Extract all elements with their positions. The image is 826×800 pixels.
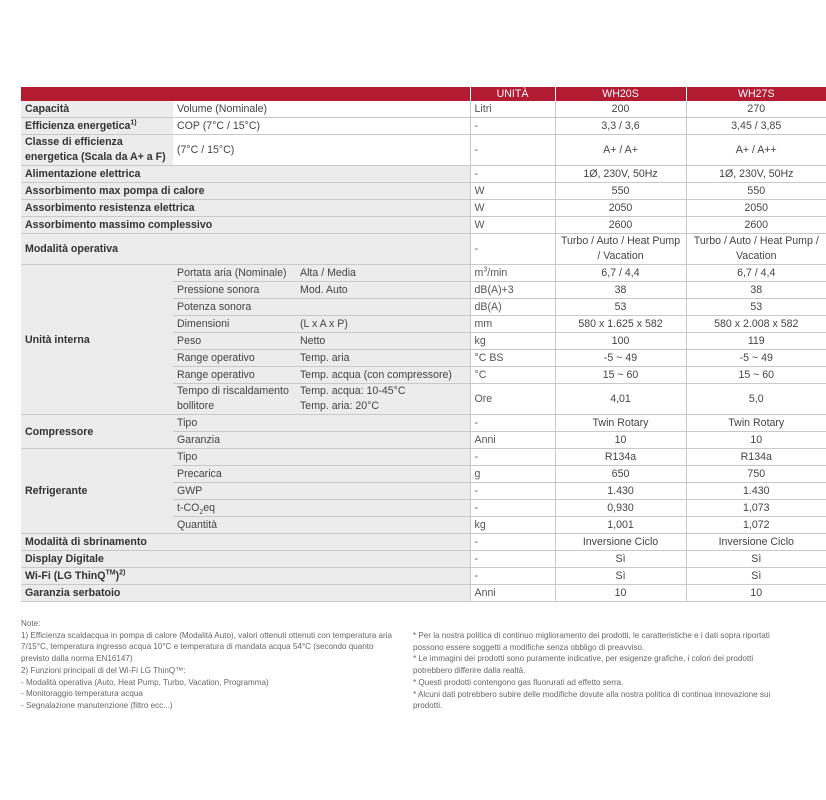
row-label: Tipo [173,449,470,466]
row-label: Classe di efficienza energetica (Scala da A+ a F) [21,135,173,166]
value-wh27s: 550 [686,183,826,200]
row-label [173,500,470,517]
row-label: Garanzia serbatoio [21,585,470,602]
table-row [21,183,826,200]
row-unit: - [470,500,555,517]
spec-table [21,87,826,602]
row-label: Potenza sonora [173,299,296,316]
table-row [21,101,826,118]
row-unit: g [470,466,555,483]
row-unit: - [470,449,555,466]
row-condition: (L x A x P) [296,316,470,333]
row-unit: - [470,135,555,166]
value-wh20s: Sì [555,551,686,568]
row-label: Quantità [173,517,470,534]
row-condition: Alta / Media [296,265,470,282]
condition-line: Temp. aria: 20°C [300,400,380,412]
value-wh20s: Inversione Ciclo [555,534,686,551]
condition-line: Temp. acqua: 10-45°C [300,385,406,397]
value-wh27s: Inversione Ciclo [686,534,826,551]
row-label: Assorbimento massimo complessivo [21,217,470,234]
row-label: Garanzia [173,432,470,449]
value-wh20s: 10 [555,585,686,602]
value-wh20s: 3,3 / 3,6 [555,118,686,135]
trademark-sup: TM [105,569,116,577]
note-line: Note: [21,619,41,628]
value-wh20s: 1Ø, 230V, 50Hz [555,166,686,183]
row-label: Range operativo [173,367,296,384]
label-text-rest: eq [203,502,216,514]
value-wh27s: 10 [686,585,826,602]
value-wh20s: 53 [555,299,686,316]
value-wh27s: 3,45 / 3,85 [686,118,826,135]
row-param: COP (7°C / 15°C) [173,118,470,135]
value-wh20s: 10 [555,432,686,449]
row-label: Alimentazione elettrica [21,166,470,183]
row-condition [296,384,470,415]
row-label: Precarica [173,466,470,483]
row-unit: Anni [470,585,555,602]
row-condition [296,299,470,316]
value-wh27s: Sì [686,551,826,568]
row-label: Portata aria (Nominale) [173,265,296,282]
row-unit: Litri [470,101,555,118]
row-unit: Ore [470,384,555,415]
table-row [21,200,826,217]
row-unit: - [470,551,555,568]
table-row [21,118,826,135]
group-label-refrigerant: Refrigerante [21,449,173,534]
note-line: 1) Efficienza scaldacqua in pompa di calore (Modalità Auto), valori ottenuti ottenuti con temperatura aria 7/15°C, temperatura ingresso acqua 10°C e temperatura di mandata acqua 54°C (secondo quanto previsto dalla norma EN16147) [21,630,393,664]
note-line: * Questi prodotti contengono gas fluorurati ad effetto serra. [413,677,624,687]
notes-right [413,630,788,712]
value-wh27s: 53 [686,299,826,316]
value-wh27s: 10 [686,432,826,449]
row-label: Capacità [21,101,173,118]
row-unit: - [470,234,555,265]
value-wh20s: R134a [555,449,686,466]
row-label: Assorbimento max pompa di calore [21,183,470,200]
note-line: - Segnalazione manutenzione (filtro ecc...) [21,700,173,710]
unit-text-rest: /min [487,267,508,279]
value-wh27s: 2050 [686,200,826,217]
row-label: Tempo di riscaldamento bollitore [173,384,296,415]
note-line: * Le immagini dei prodotti sono puramente indicative, per esigenze grafiche, i colori dei prodotti potrebbero differire dalla realtà. [413,654,754,676]
table-row [21,534,826,551]
notes-left [21,618,401,712]
footnote-ref: 1) [130,119,137,127]
value-wh20s: 550 [555,183,686,200]
value-wh20s: Turbo / Auto / Heat Pump / Vacation [555,234,686,265]
row-unit: W [470,200,555,217]
header-blank [21,87,470,101]
row-unit: kg [470,333,555,350]
row-label [21,568,470,585]
value-wh20s: 2600 [555,217,686,234]
row-label: GWP [173,483,470,500]
row-unit: - [470,166,555,183]
row-unit: - [470,118,555,135]
table-header-row [21,87,826,101]
row-param: Volume (Nominale) [173,101,470,118]
header-model-a: WH20S [555,87,686,101]
row-unit: W [470,183,555,200]
value-wh20s: 15 ~ 60 [555,367,686,384]
value-wh20s: 200 [555,101,686,118]
header-model-b: WH27S [686,87,826,101]
table-row [21,585,826,602]
row-label: Range operativo [173,350,296,367]
value-wh27s: 1,073 [686,500,826,517]
row-label: Tipo [173,415,470,432]
value-wh27s: Sì [686,568,826,585]
row-unit: mm [470,316,555,333]
value-wh20s: Twin Rotary [555,415,686,432]
label-sub: 2 [199,509,204,517]
row-unit [470,265,555,282]
value-wh27s: 2600 [686,217,826,234]
value-wh20s: 1,001 [555,517,686,534]
row-unit: kg [470,517,555,534]
row-label: Modalità operativa [21,234,470,265]
value-wh27s: -5 ~ 49 [686,350,826,367]
value-wh20s: Sì [555,568,686,585]
row-unit: - [470,568,555,585]
row-label: Peso [173,333,296,350]
value-wh27s: 270 [686,101,826,118]
row-unit: dB(A) [470,299,555,316]
value-wh27s: 5,0 [686,384,826,415]
value-wh27s: 6,7 / 4,4 [686,265,826,282]
row-condition: Temp. acqua (con compressore) [296,367,470,384]
value-wh20s: 0,930 [555,500,686,517]
row-condition: Mod. Auto [296,282,470,299]
row-label: Modalità di sbrinamento [21,534,470,551]
row-unit: - [470,483,555,500]
value-wh27s: 580 x 2.008 x 582 [686,316,826,333]
value-wh20s: 2050 [555,200,686,217]
note-line: * Per la nostra politica di continuo miglioramento dei prodotti, le caratteristiche e i dati sopra riportati possono essere soggetti a modifiche senza obbligo di preavviso. [413,631,770,652]
row-label [21,118,173,135]
table-row [21,166,826,183]
group-label-indoor: Unità interna [21,265,173,415]
note-line: - Monitoraggio temperatura acqua [21,689,143,699]
row-unit: dB(A)+3 [470,282,555,299]
row-label-close: ) [115,570,120,582]
group-label-compressor: Compressore [21,415,173,449]
value-wh20s: 6,7 / 4,4 [555,265,686,282]
value-wh27s: 38 [686,282,826,299]
unit-text: m [474,267,484,279]
value-wh20s: 650 [555,466,686,483]
note-line: 2) Funzioni principali di del Wi-Fi LG ThinQ™: [21,665,186,675]
row-unit: - [470,415,555,432]
value-wh20s: A+ / A+ [555,135,686,166]
header-unit: UNITÀ [470,87,555,101]
table-row [21,551,826,568]
note-line: - Modalità operativa (Auto, Heat Pump, Turbo, Vacation, Programma) [21,677,269,687]
value-wh20s: 580 x 1.625 x 582 [555,316,686,333]
table-row [21,234,826,265]
row-label: Dimensioni [173,316,296,333]
value-wh27s: Turbo / Auto / Heat Pump / Vacation [686,234,826,265]
value-wh27s: 119 [686,333,826,350]
row-unit: Anni [470,432,555,449]
row-condition: Temp. aria [296,350,470,367]
value-wh27s: A+ / A++ [686,135,826,166]
table-row [21,265,826,282]
value-wh20s: -5 ~ 49 [555,350,686,367]
row-unit: °C BS [470,350,555,367]
row-unit: °C [470,367,555,384]
label-text: t-CO [177,502,200,514]
value-wh27s: Twin Rotary [686,415,826,432]
table-row [21,135,826,166]
row-label-text: Wi-Fi (LG ThinQ [25,570,106,582]
value-wh27s: 1Ø, 230V, 50Hz [686,166,826,183]
value-wh20s: 1.430 [555,483,686,500]
note-line: * Alcuni dati potrebbero subire delle modifiche dovute alla nostra politica di continua innovazione sui prodotti. [413,689,771,711]
value-wh27s: 15 ~ 60 [686,367,826,384]
row-label-text: Efficienza energetica [25,120,131,132]
table-row [21,217,826,234]
table-row [21,449,826,466]
row-unit: W [470,217,555,234]
row-condition: Netto [296,333,470,350]
value-wh27s: R134a [686,449,826,466]
value-wh20s: 38 [555,282,686,299]
footnote-ref: 2) [119,569,126,577]
value-wh20s: 4,01 [555,384,686,415]
table-row [21,415,826,432]
value-wh20s: 100 [555,333,686,350]
row-param: (7°C / 15°C) [173,135,470,166]
value-wh27s: 1.430 [686,483,826,500]
value-wh27s: 750 [686,466,826,483]
unit-sup: 3 [483,266,488,274]
value-wh27s: 1,072 [686,517,826,534]
table-row [21,568,826,585]
row-label: Assorbimento resistenza elettrica [21,200,470,217]
row-label: Display Digitale [21,551,470,568]
row-label: Pressione sonora [173,282,296,299]
row-unit: - [470,534,555,551]
